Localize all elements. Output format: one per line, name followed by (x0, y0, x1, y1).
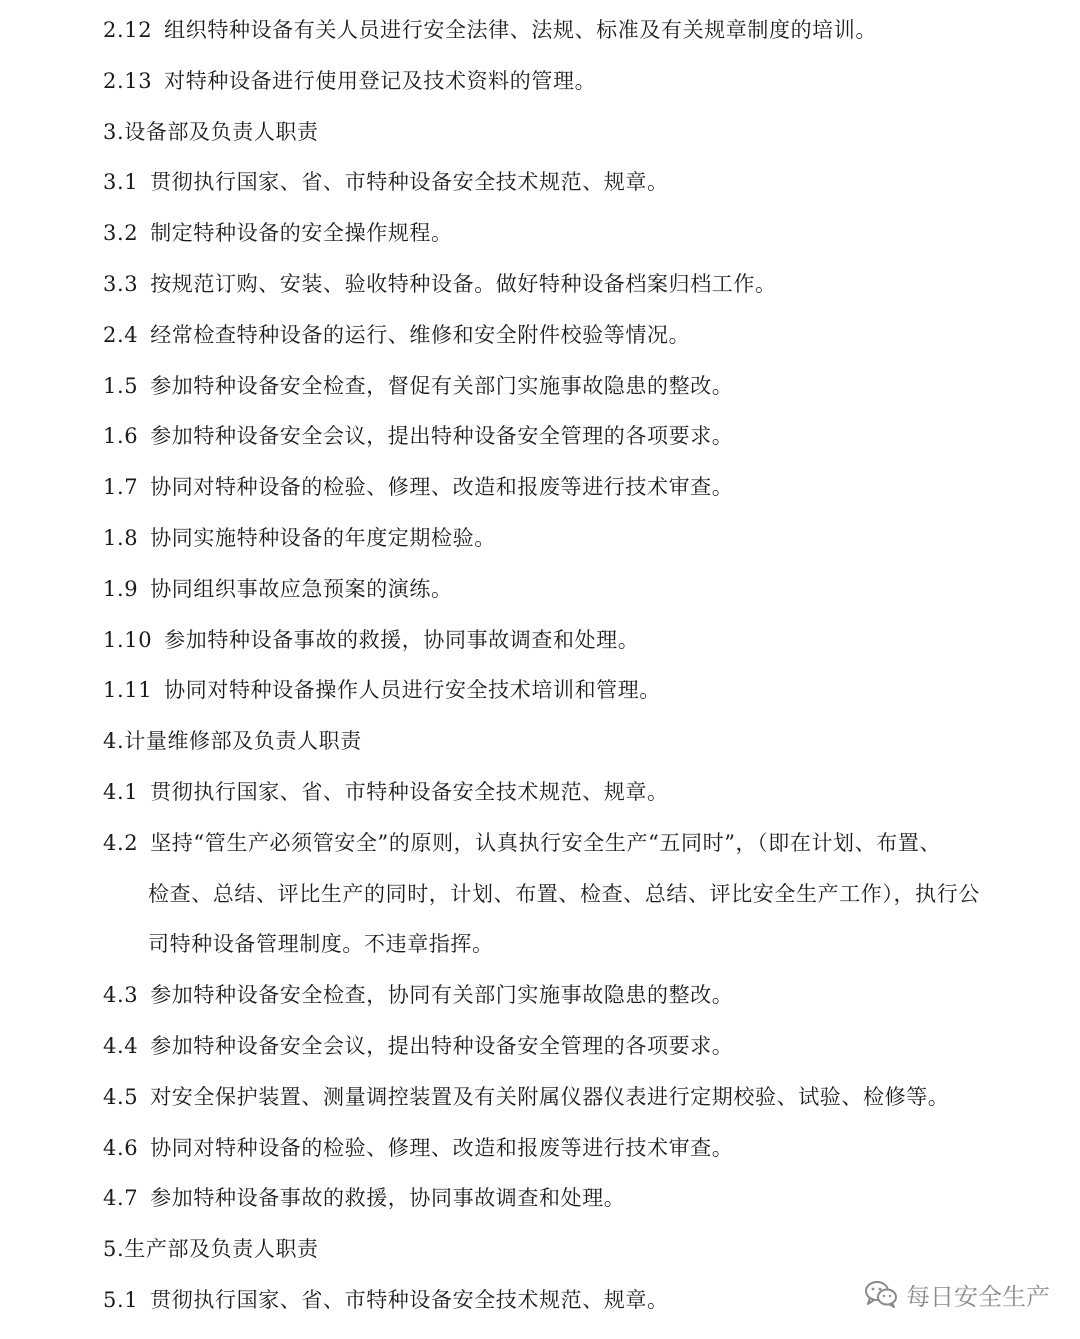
clause-line (103, 467, 733, 507)
clause-line (103, 772, 669, 812)
clause-text: 协同实施特种设备的年度定期检验。 (150, 526, 496, 550)
section-heading (103, 1229, 319, 1269)
clause-text: 贯彻执行国家、省、市特种设备安全技术规范、规章。 (150, 170, 669, 194)
clause-line (103, 823, 941, 863)
clause-number: 1.11 (103, 678, 153, 702)
clause-line (103, 518, 496, 558)
clause-number: 2.4 (103, 323, 139, 347)
clause-text: 参加特种设备安全检查，督促有关部门实施事故隐患的整改。 (150, 374, 734, 398)
clause-line (103, 162, 669, 202)
clause-line (103, 620, 639, 660)
clause-number: 3.1 (103, 170, 139, 194)
clause-line (103, 416, 733, 456)
clause-line (103, 1128, 733, 1168)
clause-number: 4. (103, 729, 125, 753)
clause-line (103, 10, 877, 50)
clause-text: 参加特种设备安全检查，协同有关部门实施事故隐患的整改。 (150, 983, 734, 1007)
clause-line (103, 1077, 949, 1117)
clause-number: 1.8 (103, 526, 139, 550)
clause-number: 2.13 (103, 69, 153, 93)
clause-number: 4.3 (103, 983, 139, 1007)
clause-text: 协同对特种设备的检验、修理、改造和报废等进行技术审查。 (150, 1136, 734, 1160)
clause-number: 1.5 (103, 374, 139, 398)
clause-text: 对特种设备进行使用登记及技术资料的管理。 (164, 69, 597, 93)
clause-number: 4.7 (103, 1186, 139, 1210)
clause-number: 2.12 (103, 18, 153, 42)
clause-number: 1.6 (103, 424, 139, 448)
clause-text: 贯彻执行国家、省、市特种设备安全技术规范、规章。 (150, 1288, 669, 1312)
clause-line (103, 366, 733, 406)
paragraph-continuation (148, 874, 980, 914)
clause-line (103, 213, 453, 253)
clause-line (103, 315, 690, 355)
clause-line (103, 1026, 733, 1066)
clause-text: 协同对特种设备操作人员进行安全技术培训和管理。 (164, 678, 661, 702)
clause-number: 5. (103, 1237, 125, 1261)
clause-text: 司特种设备管理制度。不违章指挥。 (148, 932, 494, 956)
section-heading (103, 721, 362, 761)
clause-number: 3. (103, 120, 125, 144)
clause-line (103, 264, 777, 304)
clause-line (103, 975, 733, 1015)
clause-line (103, 1280, 669, 1320)
clause-number: 4.5 (103, 1085, 139, 1109)
clause-number: 4.6 (103, 1136, 139, 1160)
clause-number: 1.9 (103, 577, 139, 601)
clause-text: 检查、总结、评比生产的同时，计划、布置、检查、总结、评比安全生产工作），执行公 (148, 882, 980, 906)
clause-number: 1.7 (103, 475, 139, 499)
clause-number: 5.1 (103, 1288, 139, 1312)
paragraph-continuation (148, 924, 494, 964)
clause-text: 参加特种设备事故的救援，协同事故调查和处理。 (164, 628, 640, 652)
clause-text: 贯彻执行国家、省、市特种设备安全技术规范、规章。 (150, 780, 669, 804)
clause-text: 组织特种设备有关人员进行安全法律、法规、标准及有关规章制度的培训。 (164, 18, 877, 42)
clause-text: 协同对特种设备的检验、修理、改造和报废等进行技术审查。 (150, 475, 734, 499)
clause-number: 4.2 (103, 831, 139, 855)
clause-text: 制定特种设备的安全操作规程。 (150, 221, 453, 245)
clause-line (103, 61, 596, 101)
clause-line (103, 569, 453, 609)
section-heading (103, 112, 319, 152)
clause-text: 参加特种设备安全会议，提出特种设备安全管理的各项要求。 (150, 424, 734, 448)
clause-text: 设备部及负责人职责 (124, 120, 319, 144)
clause-number: 3.2 (103, 221, 139, 245)
clause-text: 经常检查特种设备的运行、维修和安全附件校验等情况。 (150, 323, 691, 347)
clause-text: 对安全保护装置、测量调控装置及有关附属仪器仪表进行定期校验、试验、检修等。 (150, 1085, 950, 1109)
clause-line (103, 1178, 625, 1218)
clause-number: 1.10 (103, 628, 153, 652)
clause-line (103, 670, 661, 710)
clause-text: 协同组织事故应急预案的演练。 (150, 577, 453, 601)
clause-number: 4.1 (103, 780, 139, 804)
wechat-icon (864, 1279, 898, 1309)
clause-number: 4.4 (103, 1034, 139, 1058)
watermark (864, 1274, 1050, 1314)
clause-text: 参加特种设备安全会议，提出特种设备安全管理的各项要求。 (150, 1034, 734, 1058)
clause-number: 3.3 (103, 272, 139, 296)
clause-text: 按规范订购、安装、验收特种设备。做好特种设备档案归档工作。 (150, 272, 777, 296)
clause-text: 计量维修部及负责人职责 (124, 729, 362, 753)
clause-text: 坚持“管生产必须管安全”的原则，认真执行安全生产“五同时”，（即在计划、布置、 (150, 831, 942, 855)
clause-text: 生产部及负责人职责 (124, 1237, 319, 1261)
clause-text: 参加特种设备事故的救援，协同事故调查和处理。 (150, 1186, 626, 1210)
watermark-text: 每日安全生产 (906, 1282, 1050, 1311)
